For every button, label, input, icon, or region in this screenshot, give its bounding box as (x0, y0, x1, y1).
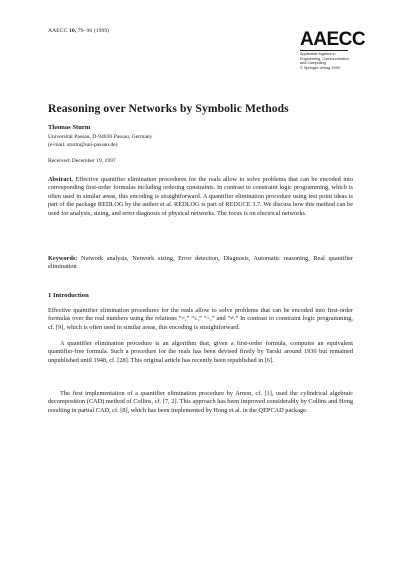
logo-copyright: © Springer-Verlag 1999 (300, 65, 340, 70)
keywords (48, 255, 353, 272)
author-affiliation (48, 134, 152, 149)
logo-line: Engineering, Communication (300, 56, 349, 61)
keywords-text: Network analysis, Network sizing, Error detection, Diagnosis, Automatic reasoning, Real quantifier elimination (48, 255, 354, 271)
affiliation-email: (e-mail: sturm@uni-passau.de) (48, 141, 118, 148)
journal-reference (48, 28, 109, 34)
logo-line: and Computing (300, 61, 326, 66)
affiliation-address: Universität Passau, D-94030 Passau, Germany (48, 134, 153, 140)
body-paragraph: The first implementation of a quantifier elimination procedure by Arnon, cf. [1], used the cylindrical algebraic decomposition (CAD) method of Collins, cf. [7, 2]. This approach has been improved considerably by Collins and Hong resulting in partial CAD, cf. [8], which has been implemented by Hong et al. in the QEPCAD package. (48, 390, 353, 414)
abstract-text: Effective quantifier elimination procedures for the reals allow to solve problems that can be encoded into corresponding first-order formulas including ordering constraints. In contrast to constraint logic programming, which is often used in similar areas, this encoding is straightforward. A quantifier elimination procedure using test point ideas is part of the package REDLOG by the author et al. REDLOG is part of REDUCE 3.7. We discuss how this method can be used for analysis, sizing, and error diagnosis of physical networks. The focus is on electrical networks. (48, 176, 353, 217)
received-date: Received: December 19, 1997 (48, 158, 116, 164)
body-paragraph: Effective quantifier elimination procedures for the reals allow to solve problems that can be encoded into first-order formulas over the real numbers using the relations “=,” “≤,” “<,” and “≠.” In contrast to constraint logic programming, cf. [9], which is often used in similar areas, this encoding is straightforward. (48, 307, 353, 331)
journal-logo (300, 29, 366, 70)
keywords-label: Keywords: (48, 255, 78, 262)
journal-ref-volume: 10, (68, 28, 77, 34)
journal-ref-prefix: AAECC (48, 28, 68, 34)
logo-title: AAECC (300, 29, 366, 50)
journal-ref-pages: 79–96 (1999) (77, 28, 110, 34)
body-paragraph: A quantifier elimination procedure is an algorithm that, given a first-order formula, computes an equivalent quantifier-free formula. Such a procedure for the reals has been devised firstly by Tarski around 1930 but remained unpublished until 1948, cf. [28]. This original article has recently been republished in [6]. (48, 340, 353, 364)
abstract-label: Abstract. (48, 176, 74, 183)
logo-line: Applicable Algebra in (300, 52, 336, 56)
paper-title: Reasoning over Networks by Symbolic Methods (48, 102, 289, 115)
section-heading: 1 Introduction (48, 292, 89, 299)
logo-divider (300, 50, 348, 51)
abstract (48, 176, 353, 218)
author-name: Thomas Sturm (48, 124, 91, 131)
